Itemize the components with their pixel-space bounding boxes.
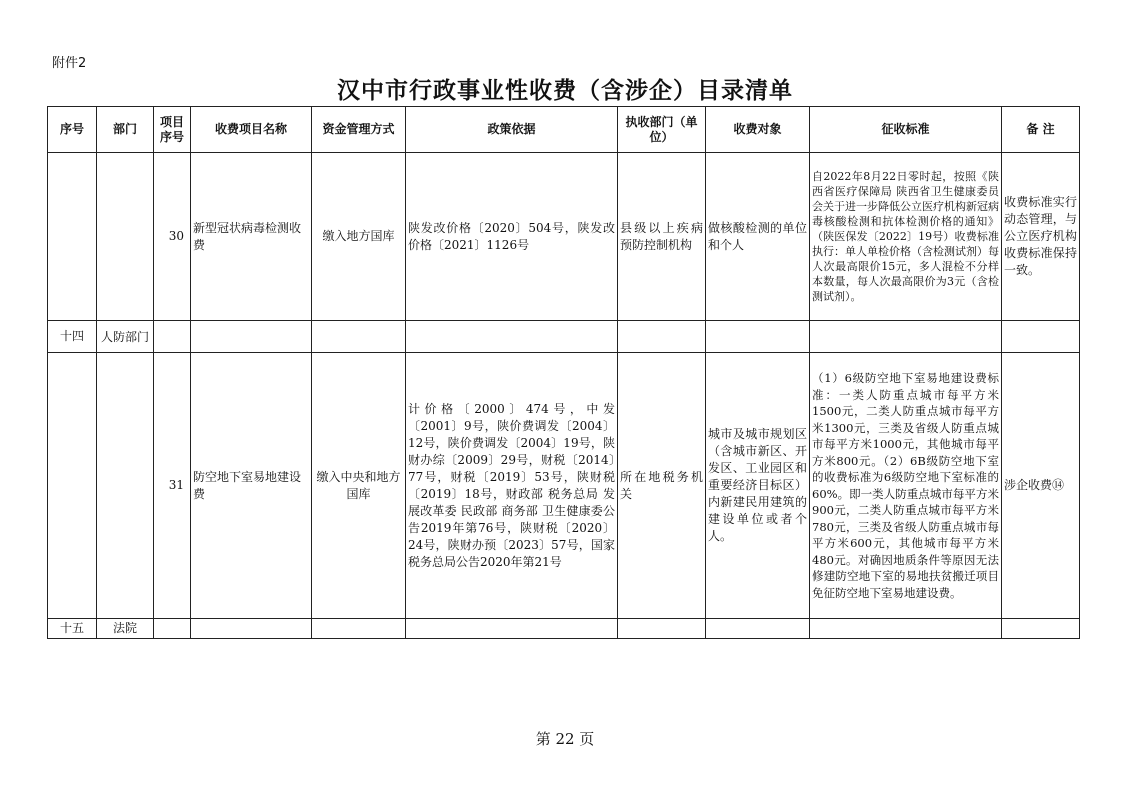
cell-item-no: 30	[154, 153, 191, 321]
table-row	[48, 353, 1080, 619]
cell-dept	[97, 153, 154, 321]
table-row	[48, 619, 1080, 639]
table-row	[48, 153, 1080, 321]
page-number: 第 22 页	[535, 730, 595, 748]
header-name: 收费项目名称	[191, 107, 312, 153]
header-seq: 序号	[48, 107, 97, 153]
cell-standard: 自2022年8月22日零时起，按照《陕西省医疗保障局 陕西省卫生健康委员会关于进一步降低公立医疗机构新冠病毒核酸检测和抗体检测价格的通知》（陕医保发〔2022〕19号）收费标准执行：单人单检价格（含检测试剂）每人次最高限价15元，多人混检不分样本数量，每人次最高限价为3元（含检测试剂）。	[810, 153, 1002, 321]
header-standard: 征收标准	[810, 107, 1002, 153]
cell-dept	[97, 353, 154, 619]
cell-standard: （1）6级防空地下室易地建设费标准：一类人防重点城市每平方米1500元，二类人防重点城市每平方米1300元，三类及省级人防重点城市每平方米1000元，其他城市每平方米800元。（2）6B级防空地下室的收费标准为6级防空地下室标准的60%。即一类人防重点城市每平方米900元，二类人防重点城市每平方米780元，三类及省级人防重点城市每平方米600元，其他城市每平方米480元。对确因地质条件等原因无法修建防空地下室的易地扶贫搬迁项目免征防空地下室易地建设费。	[810, 353, 1002, 619]
header-policy: 政策依据	[406, 107, 618, 153]
cell-target	[706, 619, 810, 639]
cell-exec: 所在地税务机关	[618, 353, 706, 619]
cell-exec: 县级以上疾病预防控制机构	[618, 153, 706, 321]
cell-name: 防空地下室易地建设费	[191, 353, 312, 619]
cell-seq	[48, 353, 97, 619]
cell-exec	[618, 321, 706, 353]
cell-target	[706, 321, 810, 353]
header-fund: 资金管理方式	[312, 107, 406, 153]
cell-fund	[312, 321, 406, 353]
table-row	[48, 321, 1080, 353]
cell-item-no	[154, 321, 191, 353]
cell-seq: 十五	[48, 619, 97, 639]
document-title: 汉中市行政事业性收费（含涉企）目录清单	[337, 78, 793, 104]
cell-standard	[810, 619, 1002, 639]
cell-name: 新型冠状病毒检测收费	[191, 153, 312, 321]
header-target: 收费对象	[706, 107, 810, 153]
cell-target: 城市及城市规划区（含城市新区、开发区、工业园区和重要经济目标区）内新建民用建筑的建设单位或者个人。	[706, 353, 810, 619]
cell-seq: 十四	[48, 321, 97, 353]
cell-dept: 法院	[97, 619, 154, 639]
cell-policy	[406, 619, 618, 639]
cell-fund: 缴入地方国库	[312, 153, 406, 321]
cell-policy: 陕发改价格〔2020〕504号，陕发改价格〔2021〕1126号	[406, 153, 618, 321]
cell-name	[191, 619, 312, 639]
cell-policy: 计价格〔2000〕474号，中发〔2001〕9号，陕价费调发〔2004〕12号，陕价费调发〔2004〕19号，陕财办综〔2009〕29号，财税〔2014〕77号，财税〔2019〕53号，陕财税〔2019〕18号，财政部 税务总局 发展改革委 民政部 商务部 卫生健康委公告2019年第76号，陕财税〔2020〕24号，陕财办预〔2023〕57号，国家税务总局公告2020年第21号	[406, 353, 618, 619]
cell-item-no	[154, 619, 191, 639]
cell-note: 涉企收费⑭	[1002, 353, 1080, 619]
attachment-label: 附件2	[52, 56, 87, 71]
cell-note: 收费标准实行动态管理，与公立医疗机构收费标准保持一致。	[1002, 153, 1080, 321]
cell-target: 做核酸检测的单位和个人	[706, 153, 810, 321]
header-item-no: 项目序号	[154, 107, 191, 153]
cell-policy	[406, 321, 618, 353]
fee-catalog-table	[47, 106, 1080, 639]
header-row	[48, 107, 1080, 153]
header-dept: 部门	[97, 107, 154, 153]
cell-fund: 缴入中央和地方国库	[312, 353, 406, 619]
cell-standard	[810, 321, 1002, 353]
cell-note	[1002, 619, 1080, 639]
cell-name	[191, 321, 312, 353]
cell-dept: 人防部门	[97, 321, 154, 353]
header-exec: 执收部门（单位）	[618, 107, 706, 153]
cell-exec	[618, 619, 706, 639]
cell-fund	[312, 619, 406, 639]
cell-seq	[48, 153, 97, 321]
cell-item-no: 31	[154, 353, 191, 619]
header-note: 备 注	[1002, 107, 1080, 153]
cell-note	[1002, 321, 1080, 353]
